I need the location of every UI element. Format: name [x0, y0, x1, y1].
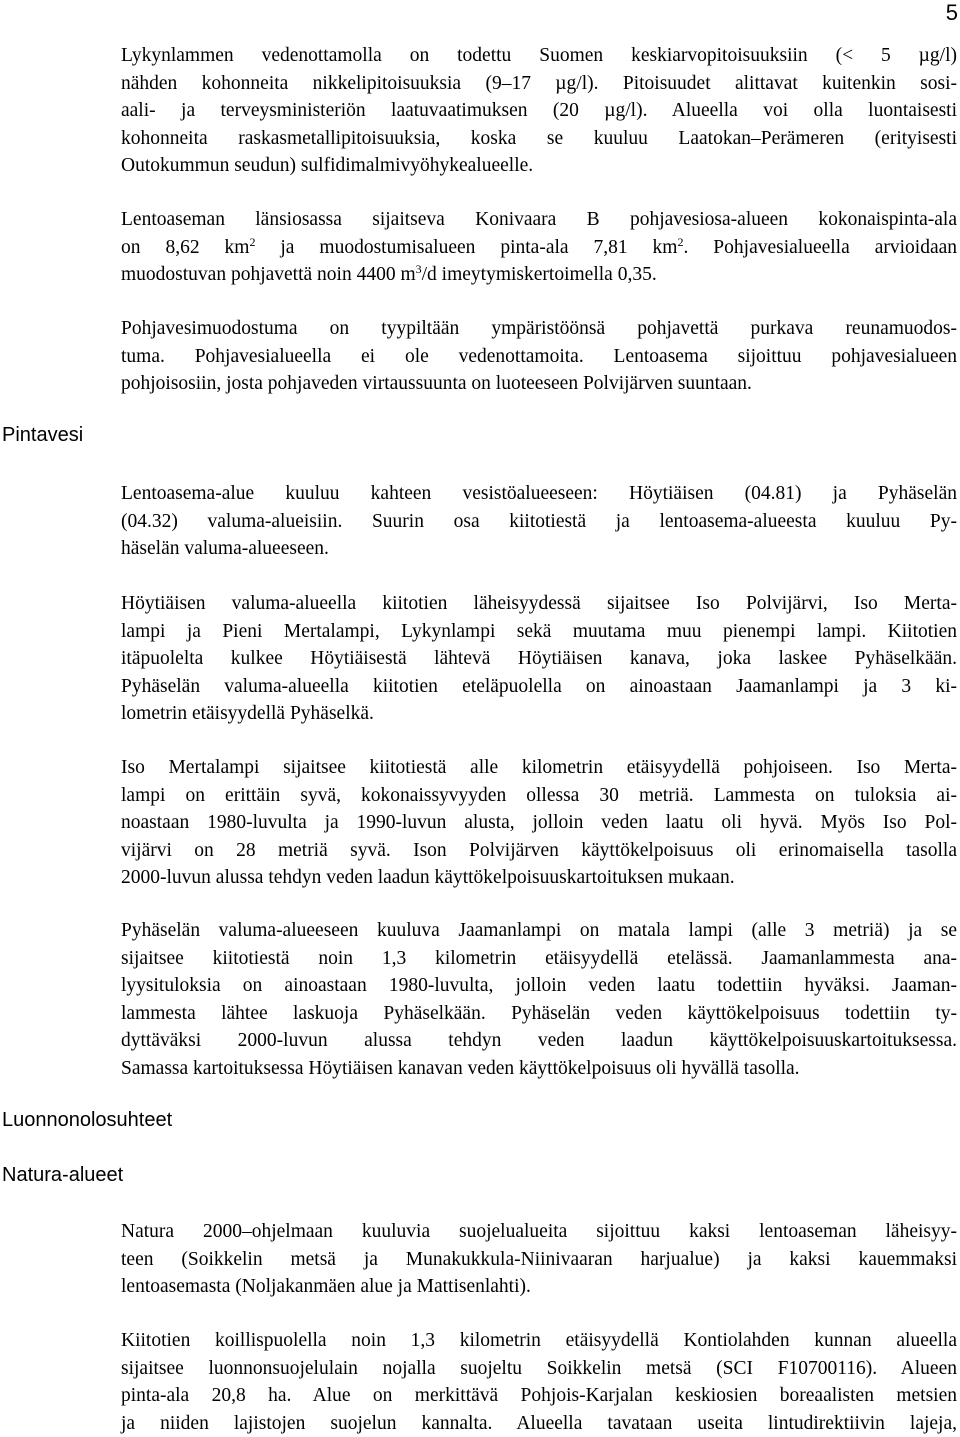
text-line: Pyhäselän valuma-alueeseen kuuluva Jaamanlampi on matala lampi (alle 3 metriä) ja se	[121, 917, 957, 945]
text-line: lampi ja Pieni Mertalampi, Lykynlampi sekä muutama muu pienempi lampi. Kiitotien	[121, 618, 957, 646]
text-fragment: muodostuvan pohjavettä noin 4400 m	[121, 264, 416, 285]
text-line: lampi on erittäin syvä, kokonaissyvyyden ollessa 30 metriä. Lammesta on tuloksia ai-	[121, 782, 957, 810]
text-line: sijaitsee kiitotiestä noin 1,3 kilometrin etäisyydellä etelässä. Jaamanlammesta ana-	[121, 945, 957, 973]
text-line: Iso Mertalampi sijaitsee kiitotiestä alle kilometrin etäisyydellä pohjoiseen. Iso Merta-	[121, 754, 957, 782]
text-line: vijärvi on 28 metriä syvä. Ison Polvijärven käyttökelpoisuus oli erinomaisella tasolla	[121, 837, 957, 865]
superscript: 2	[249, 235, 255, 249]
text-line: lammesta lähtee laskuoja Pyhäselkään. Pyhäselän veden käyttökelpoisuus todettiin ty-	[121, 1000, 957, 1028]
text-line: Pohjavesimuodostuma on tyypiltään ympäristöönsä pohjavettä purkava reunamuodos-	[121, 315, 957, 343]
text-line: kohonneita raskasmetallipitoisuuksia, koska se kuuluu Laatokan–Perämeren (erityisesti	[121, 125, 957, 153]
paragraph-lakes-near-runway	[121, 590, 957, 728]
text-line: 2000-luvun alussa tehdyn veden laadun käyttökelpoisuuskartoituksen mukaan.	[121, 864, 957, 892]
heading-surface-water: Pintavesi	[2, 424, 83, 447]
paragraph-nickel-concentrations	[121, 42, 957, 180]
text-line: dyttäväksi 2000-luvun alussa tehdyn veden laadun käyttökelpoisuuskartoituksessa.	[121, 1027, 957, 1055]
text-line: pinta-ala 20,8 ha. Alue on merkittävä Pohjois-Karjalan keskiosien boreaalisten metsien	[121, 1382, 957, 1410]
text-line: Kiitotien koillispuolella noin 1,3 kilometrin etäisyydellä Kontiolahden kunnan alueella	[121, 1327, 957, 1355]
text-line: Lentoaseman länsiosassa sijaitseva Konivaara B pohjavesiosa-alueen kokonaispinta-ala	[121, 206, 957, 234]
heading-natural-conditions: Luonnonolosuhteet	[2, 1109, 172, 1132]
paragraph-jaamanlampi	[121, 917, 957, 1082]
text-line: Pyhäselän valuma-alueella kiitotien eteläpuolella on ainoastaan Jaamanlampi ja 3 ki-	[121, 673, 957, 701]
paragraph-groundwater-area	[121, 206, 957, 289]
paragraph-soikkelin-metsa	[121, 1327, 957, 1437]
text-line: Samassa kartoituksessa Höytiäisen kanavan veden käyttökelpoisuus oli hyvällä tasolla.	[121, 1055, 957, 1083]
text-line: häselän valuma-alueeseen.	[121, 535, 957, 563]
text-line: teen (Soikkelin metsä ja Munakukkula-Niinivaaran harjualue) ja kaksi kauemmaksi	[121, 1246, 957, 1274]
paragraph-iso-mertalampi	[121, 754, 957, 892]
text-line: sijaitsee luonnonsuojelulain nojalla suojeltu Soikkelin metsä (SCI F10700116). Alueen	[121, 1355, 957, 1383]
text-line: Lykynlammen vedenottamolla on todettu Suomen keskiarvopitoisuuksiin (< 5 µg/l)	[121, 42, 957, 70]
text-line	[121, 234, 957, 262]
text-line: Lentoasema-alue kuuluu kahteen vesistöalueeseen: Höytiäisen (04.81) ja Pyhäselän	[121, 480, 957, 508]
text-line: noastaan 1980-luvulta ja 1990-luvun alusta, jolloin veden laatu oli hyvä. Myös Iso Pol-	[121, 809, 957, 837]
text-fragment: . Pohjavesialueella arvioidaan	[683, 237, 957, 258]
text-line: aali- ja terveysministeriön laatuvaatimuksen (20 µg/l). Alueella voi olla luontaisesti	[121, 97, 957, 125]
page-number: 5	[946, 0, 958, 26]
text-fragment: /d imeytymiskertoimella 0,35.	[422, 264, 657, 285]
text-line: nähden kohonneita nikkelipitoisuuksia (9–17 µg/l). Pitoisuudet alittavat kuitenkin sosi-	[121, 70, 957, 98]
text-line: Outokummun seudun) sulfidimalmivyöhykealueelle.	[121, 152, 957, 180]
text-line: lometrin etäisyydellä Pyhäselkä.	[121, 700, 957, 728]
text-line: lyysituloksia on ainoastaan 1980-luvulta, jolloin veden laatu todettiin hyväksi. Jaaman-	[121, 972, 957, 1000]
text-line: (04.32) valuma-alueisiin. Suurin osa kiitotiestä ja lentoasema-alueesta kuuluu Py-	[121, 508, 957, 536]
text-fragment: ja muodostumisalueen pinta-ala 7,81 km	[255, 237, 677, 258]
text-line: ja niiden lajistojen suojelun kannalta. Alueella tavataan useita lintudirektiivin lajeja,	[121, 1410, 957, 1437]
text-fragment: on 8,62 km	[121, 237, 249, 258]
text-line: itäpuolelta kulkee Höytiäisestä lähtevä Höytiäisen kanava, joka laskee Pyhäselkään.	[121, 645, 957, 673]
text-line: tuma. Pohjavesialueella ei ole vedenottamoita. Lentoasema sijoittuu pohjavesialueen	[121, 343, 957, 371]
heading-natura-areas: Natura-alueet	[2, 1164, 123, 1187]
text-line: lentoasemasta (Noljakanmäen alue ja Mattisenlahti).	[121, 1273, 957, 1301]
text-line: Natura 2000–ohjelmaan kuuluvia suojelualueita sijoittuu kaksi lentoaseman läheisyy-	[121, 1218, 957, 1246]
superscript: 2	[677, 235, 683, 249]
text-line: Höytiäisen valuma-alueella kiitotien läheisyydessä sijaitsee Iso Polvijärvi, Iso Merta-	[121, 590, 957, 618]
text-line: pohjoisosiin, josta pohjaveden virtaussuunta on luoteeseen Polvijärven suuntaan.	[121, 370, 957, 398]
paragraph-natura-2000	[121, 1218, 957, 1301]
paragraph-groundwater-formation	[121, 315, 957, 398]
paragraph-catchment-areas	[121, 480, 957, 563]
text-line	[121, 261, 957, 289]
superscript: 3	[416, 262, 422, 276]
